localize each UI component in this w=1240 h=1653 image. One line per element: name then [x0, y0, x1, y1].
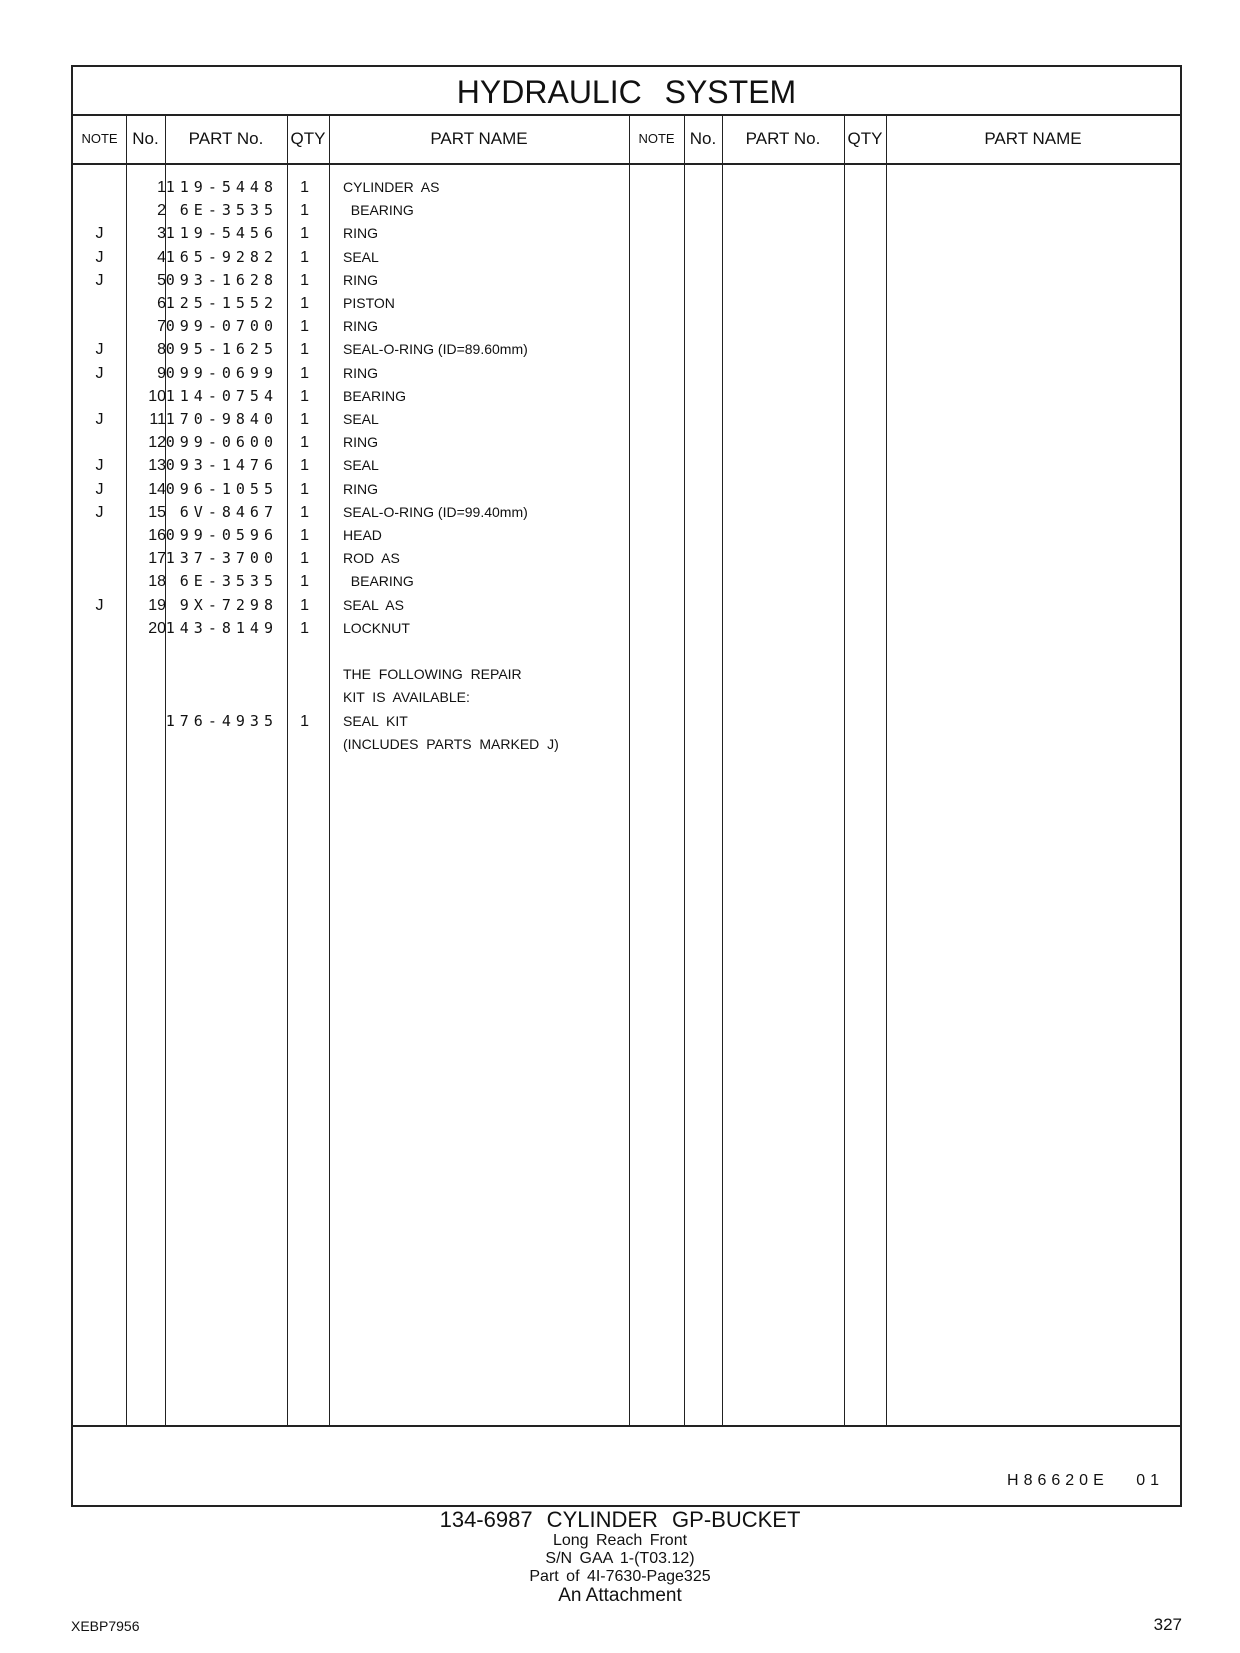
page-title: HYDRAULIC SYSTEM — [73, 67, 1180, 116]
header-part-name: PART NAME — [430, 129, 528, 148]
row-number: 6 — [157, 295, 166, 312]
header-part-no: PART No. — [188, 129, 264, 148]
row-part-number: 165-9282 — [165, 247, 278, 266]
row-part-name: ROD AS — [343, 550, 400, 567]
row-quantity: 1 — [300, 457, 309, 475]
row-note: J — [95, 411, 104, 428]
row-number: 20 — [148, 619, 166, 637]
divider — [844, 115, 845, 1427]
table-row — [73, 547, 633, 570]
row-part-number: 119-5456 — [165, 224, 278, 243]
row-number: 15 — [148, 503, 166, 521]
row-quantity: 1 — [300, 712, 309, 730]
row-part-name: RING — [343, 225, 378, 242]
row-number: 7 — [157, 318, 166, 336]
row-part-number: 119-5448 — [165, 178, 278, 196]
row-number: 12 — [148, 434, 166, 452]
header-part-name-2: PART NAME — [984, 129, 1082, 148]
header-part-no-2: PART No. — [745, 129, 821, 148]
row-quantity: 1 — [300, 341, 309, 359]
header-qty: QTY — [290, 129, 326, 148]
table-row — [73, 176, 633, 199]
table-row — [73, 454, 633, 477]
table-row — [73, 431, 633, 454]
row-part-number: 125-1552 — [165, 294, 278, 312]
table-row — [73, 501, 633, 524]
row-note: J — [95, 225, 104, 243]
illustration-code: H86620E 01 — [1007, 1472, 1164, 1489]
row-part-name: (INCLUDES PARTS MARKED J) — [343, 735, 559, 752]
table-row — [73, 408, 633, 431]
row-quantity: 1 — [300, 179, 309, 196]
row-part-name: LOCKNUT — [343, 619, 410, 636]
table-row — [73, 315, 633, 338]
row-part-number: 6E-3535 — [179, 572, 278, 591]
table-row — [73, 199, 633, 222]
row-part-name: RING — [343, 434, 378, 451]
row-number: 10 — [148, 387, 166, 405]
table-row — [73, 733, 633, 756]
row-quantity: 1 — [300, 434, 309, 452]
row-note: J — [95, 271, 104, 289]
row-part-name: SEAL KIT — [343, 712, 408, 729]
row-part-number: 099-0699 — [165, 363, 278, 382]
row-number: 1 — [157, 179, 166, 196]
row-part-name: SEAL — [343, 411, 379, 427]
row-number: 3 — [157, 225, 166, 243]
row-quantity: 1 — [300, 364, 309, 382]
row-part-name: CYLINDER AS — [343, 179, 440, 195]
row-number: 5 — [157, 271, 166, 289]
table-row — [73, 362, 633, 385]
row-part-name: HEAD — [343, 527, 382, 543]
row-quantity: 1 — [300, 480, 309, 498]
row-quantity: 1 — [300, 318, 309, 336]
row-part-number: 099-0596 — [165, 526, 278, 544]
parts-table-frame — [71, 65, 1182, 1507]
table-row — [73, 710, 633, 733]
row-number: 13 — [148, 457, 166, 475]
row-number: 19 — [148, 596, 166, 614]
table-bottom-divider — [73, 1425, 1180, 1427]
row-quantity: 1 — [300, 411, 309, 428]
table-row — [73, 686, 633, 709]
row-number: 14 — [148, 480, 166, 498]
table-row — [73, 524, 633, 547]
footer-line-1: Long Reach Front — [552, 1532, 688, 1549]
row-quantity: 1 — [300, 503, 309, 521]
row-part-number: 6E-3535 — [179, 201, 278, 220]
footer-line-2: S/N GAA 1-(T03.12) — [545, 1550, 695, 1567]
row-number: 17 — [148, 550, 166, 568]
row-quantity: 1 — [300, 225, 309, 243]
row-part-name: RING — [343, 364, 378, 381]
row-quantity: 1 — [300, 550, 309, 568]
row-part-number: 143-8149 — [165, 618, 278, 637]
row-quantity: 1 — [300, 295, 309, 312]
row-part-name: BEARING — [343, 202, 414, 219]
row-note: J — [95, 596, 104, 614]
row-part-number: 9X-7298 — [179, 595, 278, 614]
header-note-2: NOTE — [638, 131, 675, 146]
row-note: J — [95, 503, 104, 521]
row-part-number: 099-0600 — [165, 433, 278, 452]
table-row — [73, 617, 633, 640]
header-note: NOTE — [81, 131, 118, 146]
row-part-number: 6V-8467 — [179, 502, 278, 521]
row-number: 2 — [157, 202, 166, 220]
row-number: 8 — [157, 341, 166, 359]
row-part-number: 170-9840 — [165, 410, 278, 428]
row-part-name: BEARING — [343, 573, 414, 590]
row-part-name: RING — [343, 271, 378, 288]
row-quantity: 1 — [300, 387, 309, 405]
row-part-number: 093-1476 — [165, 456, 278, 475]
row-note: J — [95, 480, 104, 498]
row-quantity: 1 — [300, 527, 309, 544]
table-row — [73, 385, 633, 408]
row-note: J — [95, 457, 104, 475]
row-quantity: 1 — [300, 573, 309, 591]
row-note: J — [95, 341, 104, 359]
row-number: 9 — [157, 364, 166, 382]
divider — [886, 115, 887, 1427]
row-part-name: SEAL AS — [343, 596, 404, 613]
row-part-name: SEAL — [343, 248, 379, 265]
row-quantity: 1 — [300, 248, 309, 266]
row-quantity: 1 — [300, 596, 309, 614]
row-number: 4 — [157, 248, 166, 266]
table-row — [73, 594, 633, 617]
header-no: No. — [132, 129, 159, 148]
table-row — [73, 640, 633, 663]
row-number: 16 — [148, 527, 166, 544]
row-part-name: SEAL-O-RING (ID=99.40mm) — [343, 503, 528, 520]
footer-attachment: An Attachment — [558, 1585, 682, 1606]
header-qty-2: QTY — [847, 129, 883, 148]
page-footer — [0, 1508, 1240, 1606]
row-part-name: SEAL-O-RING (ID=89.60mm) — [343, 341, 528, 358]
row-part-number: 093-1628 — [165, 270, 278, 289]
row-number: 18 — [148, 573, 166, 591]
table-row — [73, 269, 633, 292]
divider — [684, 115, 685, 1427]
row-part-number: 096-1055 — [165, 479, 278, 498]
table-row — [73, 222, 633, 245]
row-part-name: THE FOLLOWING REPAIR — [343, 666, 522, 683]
row-part-name: PISTON — [343, 295, 395, 311]
row-part-number: 095-1625 — [165, 340, 278, 359]
row-number: 11 — [149, 411, 166, 428]
row-part-number: 099-0700 — [165, 317, 278, 336]
header-no-2: No. — [689, 129, 717, 148]
document-id: XEBP7956 — [71, 1618, 140, 1634]
row-note: J — [95, 248, 104, 266]
footer-line-3: Part of 4I-7630-Page325 — [529, 1568, 711, 1585]
group-title: 134-6987 CYLINDER GP-BUCKET — [439, 1507, 801, 1532]
row-part-number: 176-4935 — [165, 711, 278, 730]
row-quantity: 1 — [300, 619, 309, 637]
row-quantity: 1 — [300, 202, 309, 220]
row-quantity: 1 — [300, 271, 309, 289]
table-row — [73, 292, 633, 315]
row-part-name: RING — [343, 480, 378, 497]
table-row — [73, 478, 633, 501]
row-part-number: 137-3700 — [165, 549, 278, 568]
table-row — [73, 663, 633, 686]
table-row — [73, 246, 633, 269]
row-part-name: KIT IS AVAILABLE: — [343, 689, 470, 706]
header-divider — [73, 163, 1180, 165]
row-part-number: 114-0754 — [165, 386, 278, 405]
page-number: 327 — [1153, 1615, 1182, 1634]
table-row — [73, 570, 633, 593]
row-part-name: RING — [343, 318, 378, 335]
divider — [722, 115, 723, 1427]
row-part-name: BEARING — [343, 387, 407, 404]
table-row — [73, 338, 633, 361]
row-note: J — [95, 364, 104, 382]
row-part-name: SEAL — [343, 457, 379, 474]
